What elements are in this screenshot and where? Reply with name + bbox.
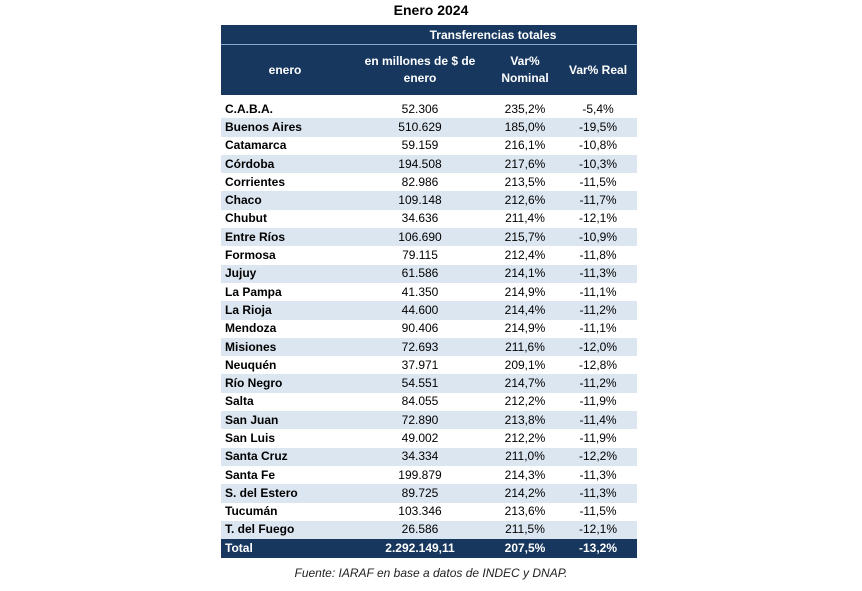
millones-cell: 34.334 (349, 448, 491, 466)
var-nominal-cell: 214,1% (491, 265, 559, 283)
column-header-millones-line2: enero (403, 71, 437, 85)
table-row (221, 137, 637, 155)
column-header-var-nominal (491, 45, 559, 96)
table-header-row (221, 45, 637, 96)
table-row (221, 448, 637, 466)
var-nominal-cell: 214,2% (491, 484, 559, 502)
table-row (221, 393, 637, 411)
var-nominal-cell: 216,1% (491, 137, 559, 155)
millones-cell: 199.879 (349, 466, 491, 484)
var-nominal-cell: 213,5% (491, 173, 559, 191)
table-row (221, 100, 637, 118)
province-cell: La Rioja (221, 301, 349, 319)
var-real-cell: -11,4% (559, 411, 637, 429)
var-nominal-cell: 211,0% (491, 448, 559, 466)
table-row (221, 521, 637, 539)
province-cell: Misiones (221, 338, 349, 356)
var-nominal-cell: 213,8% (491, 411, 559, 429)
var-nominal-cell: 212,6% (491, 191, 559, 209)
province-cell: San Luis (221, 429, 349, 447)
table-row (221, 320, 637, 338)
province-cell: Formosa (221, 246, 349, 264)
millones-cell: 510.629 (349, 118, 491, 136)
total-millones: 2.292.149,11 (349, 539, 491, 558)
table-row (221, 356, 637, 374)
total-var-real: -13,2% (559, 539, 637, 558)
province-cell: Jujuy (221, 265, 349, 283)
province-cell: Chaco (221, 191, 349, 209)
millones-cell: 194.508 (349, 155, 491, 173)
province-cell: Santa Cruz (221, 448, 349, 466)
total-var-nominal: 207,5% (491, 539, 559, 558)
var-real-cell: -11,2% (559, 374, 637, 392)
millones-cell: 37.971 (349, 356, 491, 374)
var-nominal-cell: 209,1% (491, 356, 559, 374)
table-row (221, 411, 637, 429)
var-nominal-cell: 214,4% (491, 301, 559, 319)
var-real-cell: -11,5% (559, 503, 637, 521)
province-cell: Santa Fe (221, 466, 349, 484)
province-cell: Córdoba (221, 155, 349, 173)
province-cell: Catamarca (221, 137, 349, 155)
var-nominal-cell: 212,4% (491, 246, 559, 264)
province-cell: C.A.B.A. (221, 100, 349, 118)
table-row (221, 210, 637, 228)
table-row (221, 301, 637, 319)
var-real-cell: -12,2% (559, 448, 637, 466)
table-row (221, 374, 637, 392)
millones-cell: 82.986 (349, 173, 491, 191)
var-real-cell: -19,5% (559, 118, 637, 136)
table-group-header-row (221, 25, 637, 45)
millones-cell: 84.055 (349, 393, 491, 411)
millones-cell: 41.350 (349, 283, 491, 301)
total-label: Total (221, 539, 349, 558)
province-cell: La Pampa (221, 283, 349, 301)
province-cell: Corrientes (221, 173, 349, 191)
var-nominal-cell: 211,6% (491, 338, 559, 356)
province-cell: Entre Ríos (221, 228, 349, 246)
table-row (221, 246, 637, 264)
var-real-cell: -11,9% (559, 429, 637, 447)
var-real-cell: -11,3% (559, 484, 637, 502)
millones-cell: 72.693 (349, 338, 491, 356)
source-note: Fuente: IARAF en base a datos de INDEC y DNAP. (294, 566, 568, 580)
millones-cell: 26.586 (349, 521, 491, 539)
millones-cell: 52.306 (349, 100, 491, 118)
table-row (221, 466, 637, 484)
transfers-table-container (221, 25, 637, 558)
column-header-millones (349, 45, 491, 96)
var-nominal-cell: 212,2% (491, 393, 559, 411)
millones-cell: 106.690 (349, 228, 491, 246)
millones-cell: 89.725 (349, 484, 491, 502)
province-cell: S. del Estero (221, 484, 349, 502)
var-real-cell: -12,8% (559, 356, 637, 374)
var-real-cell: -11,8% (559, 246, 637, 264)
var-nominal-cell: 213,6% (491, 503, 559, 521)
var-nominal-cell: 211,5% (491, 521, 559, 539)
var-real-cell: -10,3% (559, 155, 637, 173)
province-cell: Buenos Aires (221, 118, 349, 136)
millones-cell: 90.406 (349, 320, 491, 338)
province-cell: Salta (221, 393, 349, 411)
table-body (221, 95, 637, 539)
var-nominal-cell: 214,9% (491, 283, 559, 301)
column-header-millones-line1: en millones de $ de (364, 54, 476, 68)
millones-cell: 34.636 (349, 210, 491, 228)
var-real-cell: -10,9% (559, 228, 637, 246)
province-cell: Mendoza (221, 320, 349, 338)
total-row (221, 539, 637, 558)
var-real-cell: -10,8% (559, 137, 637, 155)
column-header-enero: enero (221, 45, 349, 96)
province-cell: Chubut (221, 210, 349, 228)
province-cell: San Juan (221, 411, 349, 429)
table-row (221, 118, 637, 136)
var-real-cell: -11,3% (559, 466, 637, 484)
var-nominal-cell: 217,6% (491, 155, 559, 173)
var-real-cell: -11,3% (559, 265, 637, 283)
column-header-var-real: Var% Real (559, 45, 637, 96)
table-row (221, 191, 637, 209)
millones-cell: 49.002 (349, 429, 491, 447)
millones-cell: 61.586 (349, 265, 491, 283)
var-real-cell: -11,7% (559, 191, 637, 209)
var-nominal-cell: 185,0% (491, 118, 559, 136)
table-row (221, 265, 637, 283)
var-real-cell: -12,1% (559, 521, 637, 539)
var-nominal-cell: 215,7% (491, 228, 559, 246)
transfers-table (221, 25, 637, 558)
table-row (221, 173, 637, 191)
province-cell: Río Negro (221, 374, 349, 392)
var-nominal-cell: 214,9% (491, 320, 559, 338)
province-cell: Tucumán (221, 503, 349, 521)
table-row (221, 338, 637, 356)
province-cell: T. del Fuego (221, 521, 349, 539)
var-real-cell: -11,9% (559, 393, 637, 411)
var-nominal-cell: 214,7% (491, 374, 559, 392)
column-header-var-nominal-line1: Var% (510, 54, 540, 68)
millones-cell: 59.159 (349, 137, 491, 155)
table-row (221, 155, 637, 173)
var-real-cell: -12,1% (559, 210, 637, 228)
province-cell: Neuquén (221, 356, 349, 374)
var-real-cell: -11,5% (559, 173, 637, 191)
var-nominal-cell: 211,4% (491, 210, 559, 228)
page-title: Enero 2024 (393, 2, 469, 18)
millones-cell: 72.890 (349, 411, 491, 429)
var-nominal-cell: 214,3% (491, 466, 559, 484)
millones-cell: 44.600 (349, 301, 491, 319)
table-row (221, 283, 637, 301)
millones-cell: 103.346 (349, 503, 491, 521)
table-row (221, 228, 637, 246)
var-real-cell: -12,0% (559, 338, 637, 356)
var-real-cell: -5,4% (559, 100, 637, 118)
millones-cell: 54.551 (349, 374, 491, 392)
column-header-var-nominal-line2: Nominal (501, 71, 549, 85)
var-nominal-cell: 235,2% (491, 100, 559, 118)
var-real-cell: -11,2% (559, 301, 637, 319)
table-row (221, 429, 637, 447)
table-row (221, 484, 637, 502)
table-row (221, 503, 637, 521)
group-header: Transferencias totales (349, 25, 637, 45)
var-real-cell: -11,1% (559, 320, 637, 338)
millones-cell: 109.148 (349, 191, 491, 209)
var-nominal-cell: 212,2% (491, 429, 559, 447)
var-real-cell: -11,1% (559, 283, 637, 301)
millones-cell: 79.115 (349, 246, 491, 264)
